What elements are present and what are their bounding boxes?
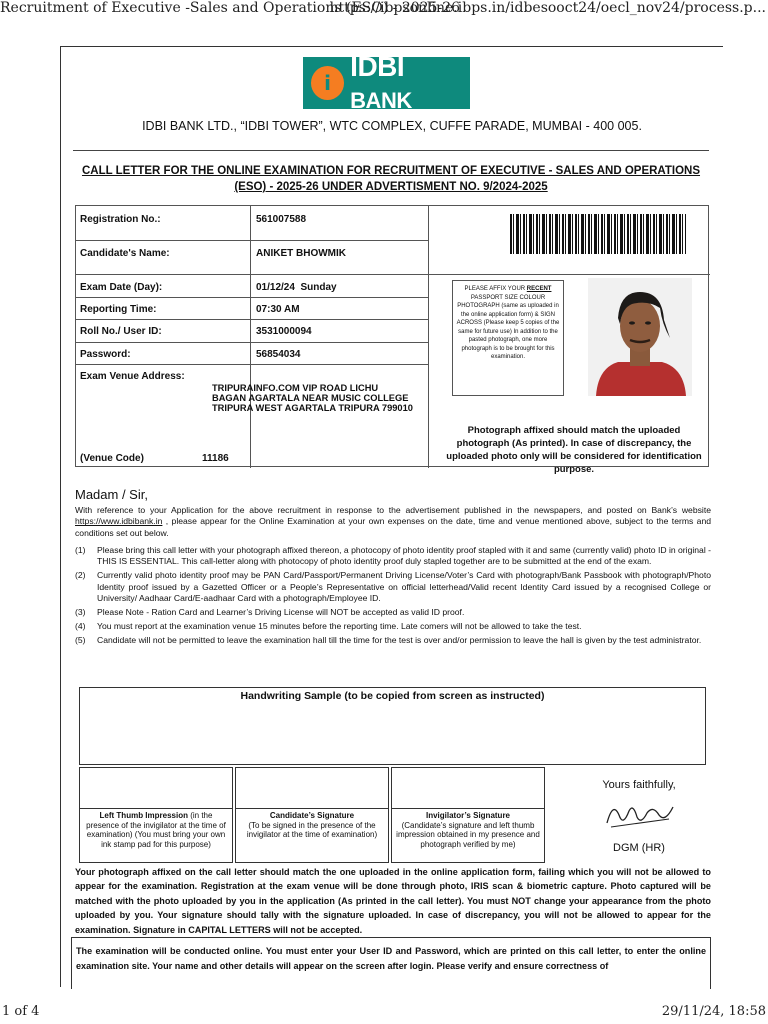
thumb-title: Left Thumb Impression — [99, 811, 188, 820]
candidate-signature-title: Candidate’s Signature — [269, 811, 355, 820]
instruction-item: (3) Please Note - Ration Card and Learner’s Driving License will NOT be accepted as valid ID proof. — [75, 607, 465, 618]
registration-value: 561007588 — [256, 214, 307, 225]
document-title: Recruitment of Executive -Sales and Operations (ESO) - 2025-26 — [0, 0, 461, 16]
handwriting-sample-box — [79, 687, 706, 765]
instruction-item: (5) Candidate will not be permitted to leave the examination hall till the time for the test is over and/or permission to leave the hall is given by the test administrator. — [75, 635, 702, 646]
print-footer — [0, 1004, 768, 1024]
dgm-hr-label: DGM (HR) — [613, 842, 665, 854]
idbi-bank-logo — [303, 51, 470, 113]
bank-website-link[interactable]: https://www.idbibank.in — [75, 516, 163, 527]
page-url: https://ibpsonline.ibps.in/idbesooct24/oecl_nov24/process.p... — [329, 0, 766, 16]
instruction-item: (4) You must report at the examination venue 15 minutes before the reporting time. Late comers will not be allowed to take the test. — [75, 621, 582, 632]
candidate-photograph — [588, 278, 692, 396]
print-header — [0, 0, 768, 22]
exam-date-label: Exam Date (Day): — [80, 282, 163, 293]
registration-label: Registration No.: — [80, 214, 161, 225]
candidate-signature-box — [235, 767, 389, 863]
page-count: 1 of 4 — [2, 1004, 40, 1019]
left-thumb-impression-box — [79, 767, 233, 863]
title-line-1: CALL LETTER FOR THE ONLINE EXAMINATION FOR RECRUITMENT OF EXECUTIVE - SALES AND OPERATIONS — [81, 165, 701, 177]
dgm-signature-image — [599, 795, 679, 835]
yours-faithfully: Yours faithfully, — [602, 779, 676, 791]
authority-signature-area — [569, 779, 709, 854]
logo-text: IDBI — [350, 51, 405, 82]
registration-barcode — [510, 214, 686, 254]
photo-signature-warning: Your photograph affixed on the call letter should match the one uploaded in the online application form, failing which you will not be allowed to appear for the examination. Registration at the exam venue will be done through photo, IRIS scan & biometric capture. Photo captured will be matched with the photo uploaded by you in the application (As printed in the call letter). You must NOT change your appearance from the photo uploaded by you. Your signature should tally with the signature uploaded. In case of discrepancy, you will not be allowed to appear for the examination. Signature in CAPITAL LETTERS will not be accepted. — [75, 867, 711, 935]
divider — [73, 150, 709, 151]
invigilator-signature-box — [391, 767, 545, 863]
venue-code-value: 11186 — [202, 453, 229, 464]
handwriting-sample-title: Handwriting Sample (to be copied from screen as instructed) — [240, 690, 545, 702]
invigilator-signature-title: Invigilator’s Signature — [425, 811, 510, 820]
instruction-item: (2) Currently valid photo identity proof may be PAN Card/Passport/Permanent Driving License/Voter’s Card with photograph/Bank Passbook with photograph/Photo Identity proof issued by a Gazetted Officer or a People’s Representative on official letterhead/Valid recent Identity Card issued by a recognised College or University/ Aadhaar Card/E-aadhaar Card with a photograph/Employee ID. — [75, 570, 711, 603]
intro-paragraph — [75, 505, 711, 539]
venue-address-value: TRIPURAINFO.COM VIP ROAD LICHU BAGAN AGARTALA NEAR MUSIC COLLEGE TRIPURA WEST AGARTALA TRIPURA 799010 — [212, 383, 413, 413]
invigilator-signature-desc: (Candidate’s signature and left thumb impression obtained in my presence and photograph verified by me) — [396, 820, 540, 849]
venue-code-label: (Venue Code) — [80, 453, 144, 464]
logo-symbol: i — [324, 71, 332, 95]
venue-address-label: Exam Venue Address: — [80, 371, 185, 382]
title-line-2: (ESO) - 2025-26 UNDER ADVERTISMENT NO. 9/2024-2025 — [234, 181, 548, 193]
logo-mark-icon — [311, 66, 344, 100]
password-value: 56854034 — [256, 349, 301, 360]
instruction-item: (1) Please bring this call letter with your photograph affixed thereon, a photocopy of photo identity proof stapled with it and same (currently valid) photo ID in original - THIS IS ESSENTIAL. This call-letter along with photocopy of photo identity proof duly stapled together are to be submitted at the end of the exam. — [75, 545, 711, 567]
intro-text-pre: With reference to your Application for the above recruitment in response to the advertisement published in the newspapers, and posted on Bank’s website — [75, 505, 711, 515]
candidate-name-label: Candidate's Name: — [80, 248, 170, 259]
password-label: Password: — [80, 349, 131, 360]
candidate-info-table — [75, 205, 709, 475]
affix-text-pre: PLEASE AFFIX YOUR — [464, 286, 526, 292]
affix-photo-instructions — [452, 280, 564, 396]
roll-no-value: 3531000094 — [256, 326, 312, 337]
affix-text-recent: RECENT — [526, 286, 552, 292]
bank-address: IDBI BANK LTD., “IDBI TOWER”, WTC COMPLEX, CUFFE PARADE, MUMBAI - 400 005. — [142, 119, 642, 133]
candidate-name-value: ANIKET BHOWMIK — [256, 248, 346, 259]
thumb-desc: (in the presence of the invigilator at the time of examination) (You must bring your own ink stamp pad for this purpose) — [86, 811, 226, 849]
intro-text-post: , please appear for the Online Examination at your own expenses on the date, time and venue mentioned above, subject to the terms and conditions set out below. — [75, 516, 711, 538]
call-letter-title — [73, 163, 709, 195]
roll-no-label: Roll No./ User ID: — [80, 326, 162, 337]
call-letter-page — [60, 46, 723, 987]
print-datetime: 29/11/24, 18:58 — [661, 1004, 766, 1019]
online-exam-note-box: The examination will be conducted online. You must enter your User ID and Password, which are printed on this call letter, to enter the online examination site. Your name and other details will appear on the screen after login. Please verify and ensure correctness of — [71, 937, 711, 989]
photo-match-note: Photograph affixed should match the uploaded photograph (As printed). In case of discrepancy, the uploaded photo only will be considered for identification purpose. — [446, 425, 702, 475]
affix-text-post: PASSPORT SIZE COLOUR PHOTOGRAPH (same as uploaded in the online application form) & SIGN ACROSS (Please keep 5 copies of the same for future use) In addition to the pasted photograph, one more photograph is to be brought for this examination. — [456, 294, 560, 360]
candidate-signature-desc: (To be signed in the presence of the invigilator at the time of examination) — [246, 820, 378, 839]
salutation: Madam / Sir, — [75, 487, 148, 502]
exam-date-value: 01/12/24 Sunday — [256, 282, 337, 293]
candidate-photo-image — [588, 278, 692, 396]
reporting-time-value: 07:30 AM — [256, 304, 300, 315]
logo-text-bank: BANK — [350, 88, 412, 113]
instruction-list — [75, 545, 711, 650]
reporting-time-label: Reporting Time: — [80, 304, 157, 315]
